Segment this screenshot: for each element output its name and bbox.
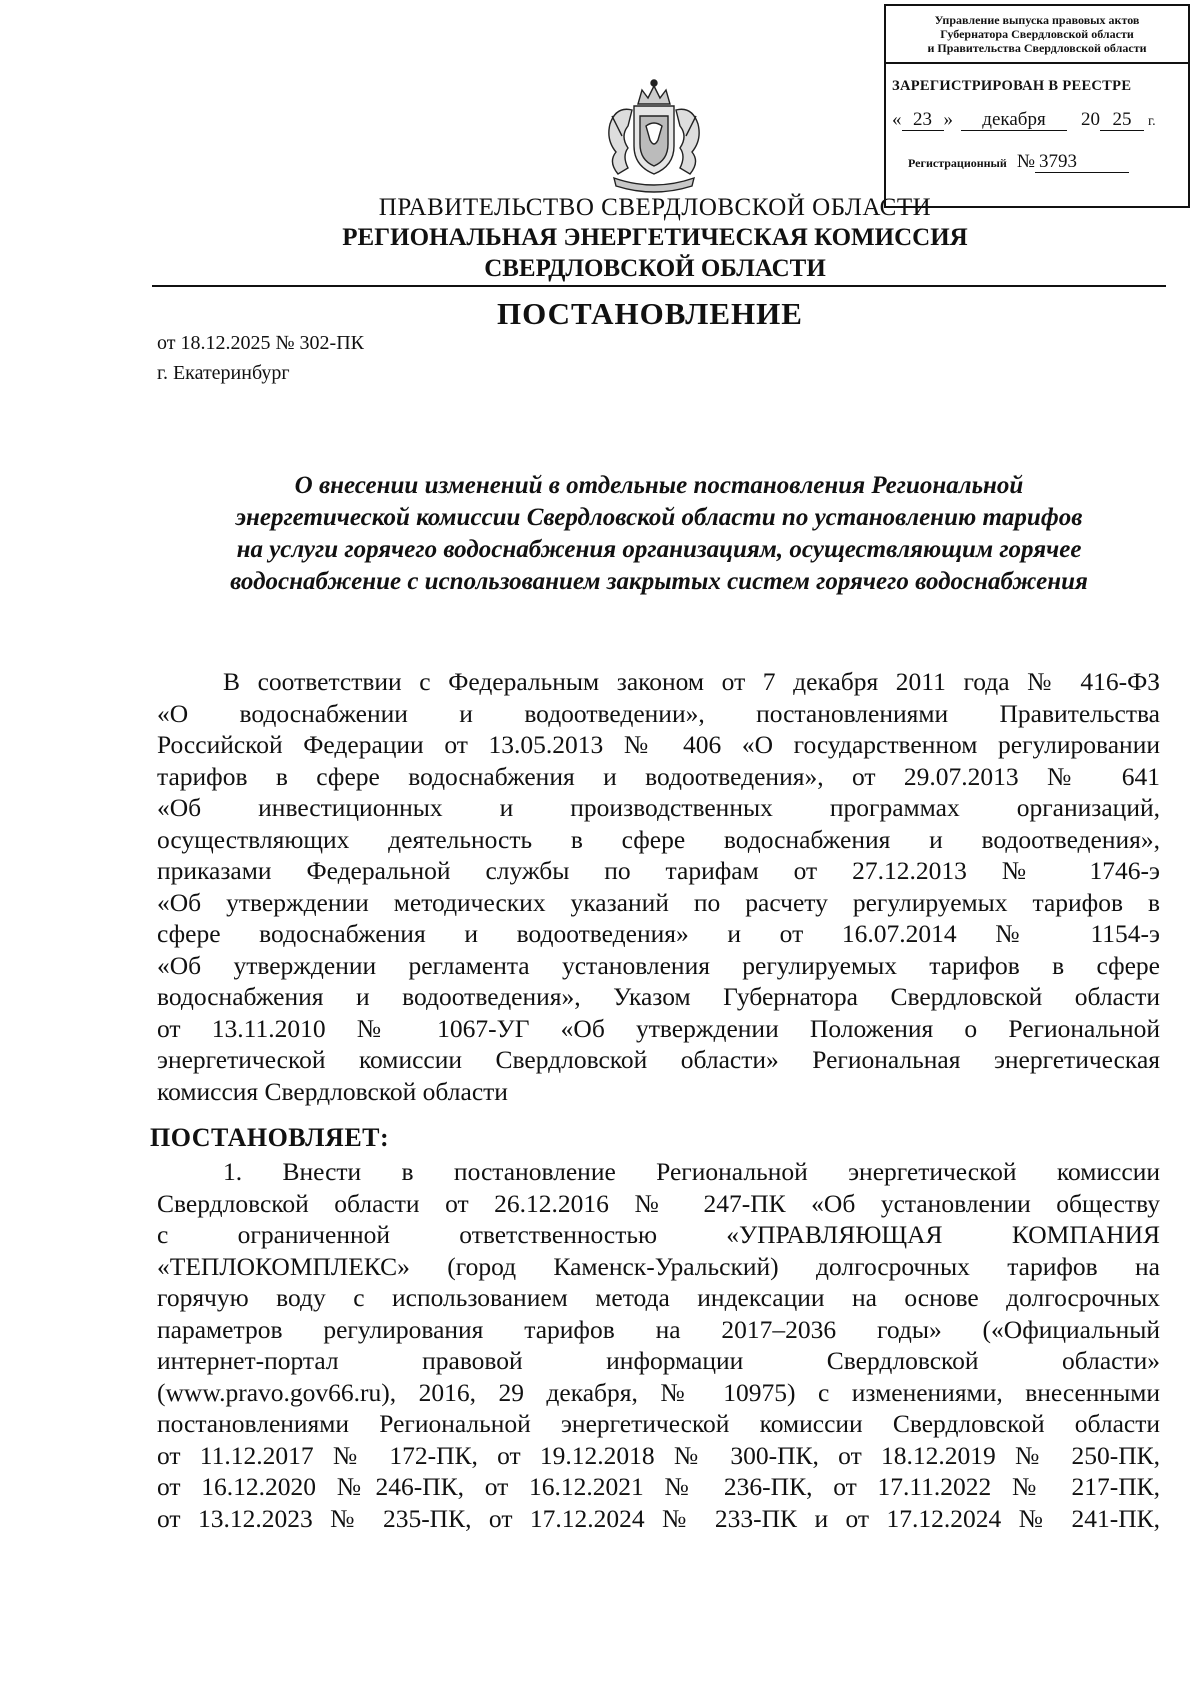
paragraph-line: «Об утверждении методических указаний по расчету регулируемых тарифов в: [157, 887, 1160, 917]
paragraph-line: «ТЕПЛОКОМПЛЕКС» (город Каменск-Уральский) долгосрочных тарифов на: [157, 1251, 1160, 1281]
document-city: г. Екатеринбург: [157, 362, 290, 384]
registration-stamp: [884, 4, 1190, 208]
stamp-registered-label: ЗАРЕГИСТРИРОВАН В РЕЕСТРЕ: [892, 78, 1132, 94]
paragraph-line: осуществляющих деятельность в сфере водоснабжения и водоотведения»,: [157, 824, 1160, 854]
stamp-month: декабря: [961, 110, 1067, 131]
paragraph-line: «О водоснабжении и водоотведении», постановлениями Правительства: [157, 698, 1160, 728]
paragraph-line: водоснабжения и водоотведения», Указом Губернатора Свердловской области: [157, 982, 1160, 1011]
stamp-day: 23: [902, 110, 944, 131]
coat-of-arms-emblem: [588, 76, 720, 194]
government-name: ПРАВИТЕЛЬСТВО СВЕРДЛОВСКОЙ ОБЛАСТИ: [378, 194, 932, 221]
decree-word: ПОСТАНОВЛЯЕТ:: [150, 1123, 390, 1152]
paragraph-line: с ограниченной ответственностью «УПРАВЛЯЮЩАЯ КОМПАНИЯ: [157, 1220, 1160, 1249]
stamp-quote-close: »: [943, 109, 953, 130]
stamp-date: [892, 109, 1188, 131]
paragraph-line: параметров регулирования тарифов на 2017–2036 годы» («Официальный: [157, 1314, 1160, 1344]
item-1-paragraph: [157, 1156, 1160, 1534]
document-type: ПОСТАНОВЛЕНИЕ: [497, 296, 803, 331]
paragraph-line: комиссия Свердловской области: [157, 1076, 508, 1106]
document-date-number: от 18.12.2025 № 302-ПК: [157, 332, 365, 354]
stamp-header-line: Губернатора Свердловской области: [940, 27, 1134, 41]
paragraph-line: интернет-портал правовой информации Свердловской области»: [157, 1346, 1160, 1375]
paragraph-line: тарифов в сфере водоснабжения и водоотведения», от 29.07.2013 № 641: [157, 761, 1160, 791]
preamble-paragraph: [157, 666, 1160, 1107]
stamp-year-prefix: 20: [1081, 109, 1100, 130]
stamp-header-line: Управление выпуска правовых актов: [934, 13, 1140, 27]
stamp-year-mark: г.: [1148, 114, 1156, 129]
paragraph-line: В соответствии с Федеральным законом от 7 декабря 2011 года № 416-ФЗ: [223, 667, 1160, 696]
paragraph-line: сфере водоснабжения и водоотведения» и от 16.07.2014 № 1154-э: [157, 919, 1160, 948]
paragraph-line: (www.pravo.gov66.ru), 2016, 29 декабря, № 10975) с изменениями, внесенными: [157, 1377, 1160, 1407]
paragraph-line: «Об утверждении регламента установления регулируемых тарифов в сфере: [157, 950, 1160, 980]
stamp-year-suffix: 25: [1100, 110, 1144, 131]
stamp-reg-label: Регистрационный: [908, 156, 1007, 170]
paragraph-line: Российской Федерации от 13.05.2013 № 406 «О государственном регулировании: [157, 730, 1160, 759]
commission-name-line1: РЕГИОНАЛЬНАЯ ЭНЕРГЕТИЧЕСКАЯ КОМИССИЯ: [342, 224, 968, 251]
stamp-num-sign: №: [1016, 151, 1035, 172]
title-line: О внесении изменений в отдельные постановления Региональной: [294, 472, 1024, 499]
paragraph-line: 1. Внести в постановление Региональной энергетической комиссии: [223, 1157, 1160, 1186]
title-line: энергетической комиссии Свердловской области по установлению тарифов: [235, 504, 1083, 531]
paragraph-line: от 16.12.2020 №246-ПК, от 16.12.2021 № 236-ПК, от 17.11.2022 № 217-ПК,: [157, 1472, 1160, 1501]
paragraph-line: энергетической комиссии Свердловской области» Региональная энергетическая: [157, 1045, 1160, 1074]
paragraph-line: приказами Федеральной службы по тарифам от 27.12.2013 № 1746-э: [157, 856, 1160, 885]
paragraph-line: «Об инвестиционных и производственных программах организаций,: [157, 793, 1160, 822]
paragraph-line: от 13.12.2023 № 235-ПК, от 17.12.2024 № 233-ПК и от 17.12.2024 № 241-ПК,: [157, 1503, 1160, 1533]
stamp-header-line: и Правительства Свердловской области: [927, 41, 1147, 55]
commission-name-line2: СВЕРДЛОВСКОЙ ОБЛАСТИ: [484, 255, 826, 282]
stamp-quote-open: «: [892, 109, 902, 130]
stamp-registration-number: [908, 151, 1188, 173]
paragraph-line: от 11.12.2017 № 172-ПК, от 19.12.2018 № 300-ПК, от 18.12.2019 № 250-ПК,: [157, 1440, 1160, 1470]
title-line: водоснабжение с использованием закрытых систем горячего водоснабжения: [230, 568, 1088, 595]
paragraph-line: от 13.11.2010 № 1067-УГ «Об утверждении Положения о Региональной: [157, 1013, 1160, 1043]
stamp-reg-number: 3793: [1035, 152, 1129, 173]
stamp-header: [886, 6, 1188, 64]
title-line: на услуги горячего водоснабжения организациям, осуществляющим горячее: [236, 536, 1082, 563]
document-title: [150, 470, 1168, 598]
header-divider: [152, 285, 1166, 287]
paragraph-line: постановлениями Региональной энергетической комиссии Свердловской области: [157, 1409, 1160, 1438]
paragraph-line: горячую воду с использованием метода индексации на основе долгосрочных: [157, 1283, 1160, 1312]
paragraph-line: Свердловской области от 26.12.2016 № 247-ПК «Об установлении обществу: [157, 1188, 1160, 1218]
